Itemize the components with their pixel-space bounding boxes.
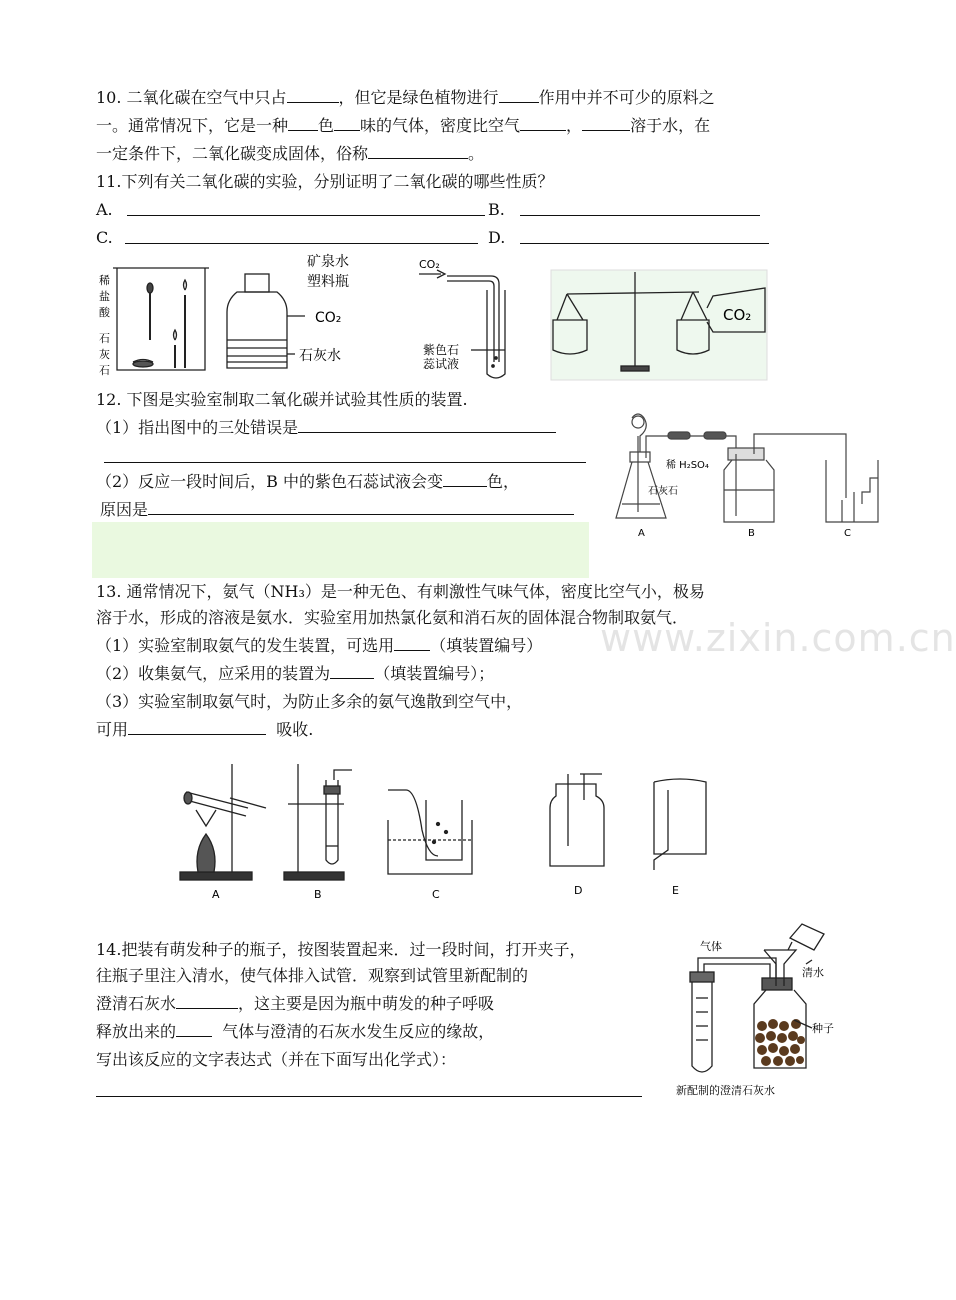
q13-part2: （2）收集氨气，应采用的装置为 （填装置编号）；	[96, 664, 495, 683]
q13-label-d: D	[574, 884, 583, 897]
q11-fig-c-liquid-2: 蕊试液	[423, 357, 460, 371]
q11-stem: 11.下列有关二氧化碳的实验，分别证明了二氧化碳的哪些性质？	[96, 172, 554, 191]
q10-blank-3[interactable]	[288, 114, 318, 131]
watermark: www.zixin.com.cn	[600, 616, 956, 660]
q11-label-d: D.	[488, 228, 506, 247]
q13-blank-3[interactable]	[128, 718, 266, 735]
q13-blank-2[interactable]	[330, 662, 374, 679]
q14-fig-gas: 气体	[700, 940, 722, 953]
q13-label-e: E	[672, 884, 679, 897]
q11-fig-a-beaker	[113, 268, 209, 370]
q11-fig-b-label-1: 矿泉水	[307, 254, 349, 270]
q11-fig-d-balance	[551, 270, 767, 380]
q14-fig-water: 清水	[802, 966, 824, 979]
q13-part3: （3）实验室制取氨气时，为防止多余的氨气逸散到空气中，	[96, 692, 523, 711]
q10-line1: 10. 二氧化碳在空气中只占 ，但它是绿色植物进行 作用中并不可少的原料之	[96, 88, 715, 107]
q14-line3: 澄清石灰水 ，这主要是因为瓶中萌发的种子呼吸	[96, 994, 495, 1013]
q11-fig-b-gas: CO₂	[315, 310, 342, 326]
q12-fig-b: B	[748, 528, 755, 539]
q12-fig-acid: 稀 H₂SO₄	[666, 460, 709, 471]
q11-fig-b-bottle	[227, 274, 305, 368]
q12-blank-errors[interactable]	[298, 416, 556, 433]
q11-fig-a-l4: 石	[99, 332, 110, 345]
q12-stem: 12. 下图是实验室制取二氧化碳并试验其性质的装置.	[96, 390, 468, 409]
q12-blank-color[interactable]	[443, 470, 487, 487]
q13-line2: 溶于水，形成的溶液是氨水．实验室用加热氯化氨和消石灰的固体混合物制取氨气．	[96, 608, 689, 627]
q11-fig-a-l1: 稀	[99, 274, 110, 287]
q11-fig-a-l6: 石	[99, 364, 110, 377]
q14-blank-2[interactable]	[176, 1020, 212, 1037]
q11-fig-c-liquid-1: 紫色石	[423, 343, 460, 357]
q11-answer-a[interactable]	[127, 215, 485, 216]
q11-answer-d[interactable]	[520, 243, 769, 244]
q10-blank-2[interactable]	[499, 86, 539, 103]
q14-answer-line[interactable]	[96, 1096, 642, 1097]
q12-fig-solid: 石灰石	[648, 486, 678, 497]
q11-fig-a-l2: 盐	[99, 290, 110, 303]
q10-blank-1[interactable]	[287, 86, 339, 103]
q13-figures	[176, 760, 716, 906]
q10-blank-5[interactable]	[520, 114, 566, 131]
q11-fig-a-l3: 酸	[99, 306, 110, 319]
q13-label-b: B	[314, 888, 322, 901]
q11-fig-c-gas: CO₂	[419, 258, 440, 271]
q14-line5: 写出该反应的文字表达式（并在下面写出化学式）：	[96, 1050, 457, 1069]
q12-answer-box	[92, 522, 589, 578]
q11-fig-b-liquid: 石灰水	[299, 348, 341, 364]
q12-part3: 原因是	[100, 498, 574, 522]
q13-line1: 13. 通常情况下，氨气（NH₃）是一种无色、有刺激性气味气体，密度比空气小，极易	[96, 582, 705, 601]
q14-fig-seeds: 种子	[812, 1022, 834, 1035]
q14-line1: 14.把装有萌发种子的瓶子，按图装置起来．过一段时间，打开夹子，	[96, 940, 586, 959]
q13-part1: （1）实验室制取氨气的发生装置，可选用 （填装置编号）	[96, 636, 543, 655]
q10-blank-7[interactable]	[368, 142, 468, 159]
q12-blank-errors-2[interactable]	[104, 462, 586, 463]
q14-line2: 往瓶子里注入清水，使气体排入试管．观察到试管里新配制的	[96, 966, 529, 985]
q11-label-b: B.	[488, 200, 505, 219]
q11-fig-d-gas: CO₂	[723, 306, 752, 324]
q12-part1: （1）指出图中的三处错误是	[96, 416, 556, 440]
q11-fig-b-label-2: 塑料瓶	[307, 274, 349, 290]
q12-figure	[608, 408, 888, 544]
q14-figure	[672, 920, 852, 1100]
q12-part2: （2）反应一段时间后，B 中的紫色石蕊试液会变 色，	[96, 472, 520, 491]
q10-line2: 一。通常情况下，它是一种 色 味的气体，密度比空气 ， 溶于水，在	[96, 116, 711, 135]
q11-label-c: C.	[96, 228, 113, 247]
q12-fig-a: A	[638, 528, 645, 539]
q14-blank-1[interactable]	[176, 992, 238, 1009]
q13-part4: 可用 吸收.	[96, 720, 314, 739]
q11-label-a: A.	[96, 200, 113, 219]
q11-answer-b[interactable]	[520, 215, 760, 216]
q11-fig-a-l5: 灰	[99, 348, 110, 361]
q12-blank-reason[interactable]	[148, 498, 574, 515]
q14-fig-limewater: 新配制的澄清石灰水	[676, 1084, 775, 1097]
q11-answer-c[interactable]	[125, 243, 478, 244]
q13-label-a: A	[212, 888, 220, 901]
q10-line3: 一定条件下，二氧化碳变成固体，俗称 。	[96, 144, 485, 163]
q11-figures	[95, 250, 775, 380]
q13-label-c: C	[432, 888, 440, 901]
q13-blank-1[interactable]	[394, 634, 430, 651]
q10-blank-6[interactable]	[582, 114, 630, 131]
q14-line4: 释放出来的 气体与澄清的石灰水发生反应的缘故，	[96, 1022, 495, 1041]
q10-blank-4[interactable]	[334, 114, 360, 131]
q12-fig-c: C	[844, 528, 851, 539]
